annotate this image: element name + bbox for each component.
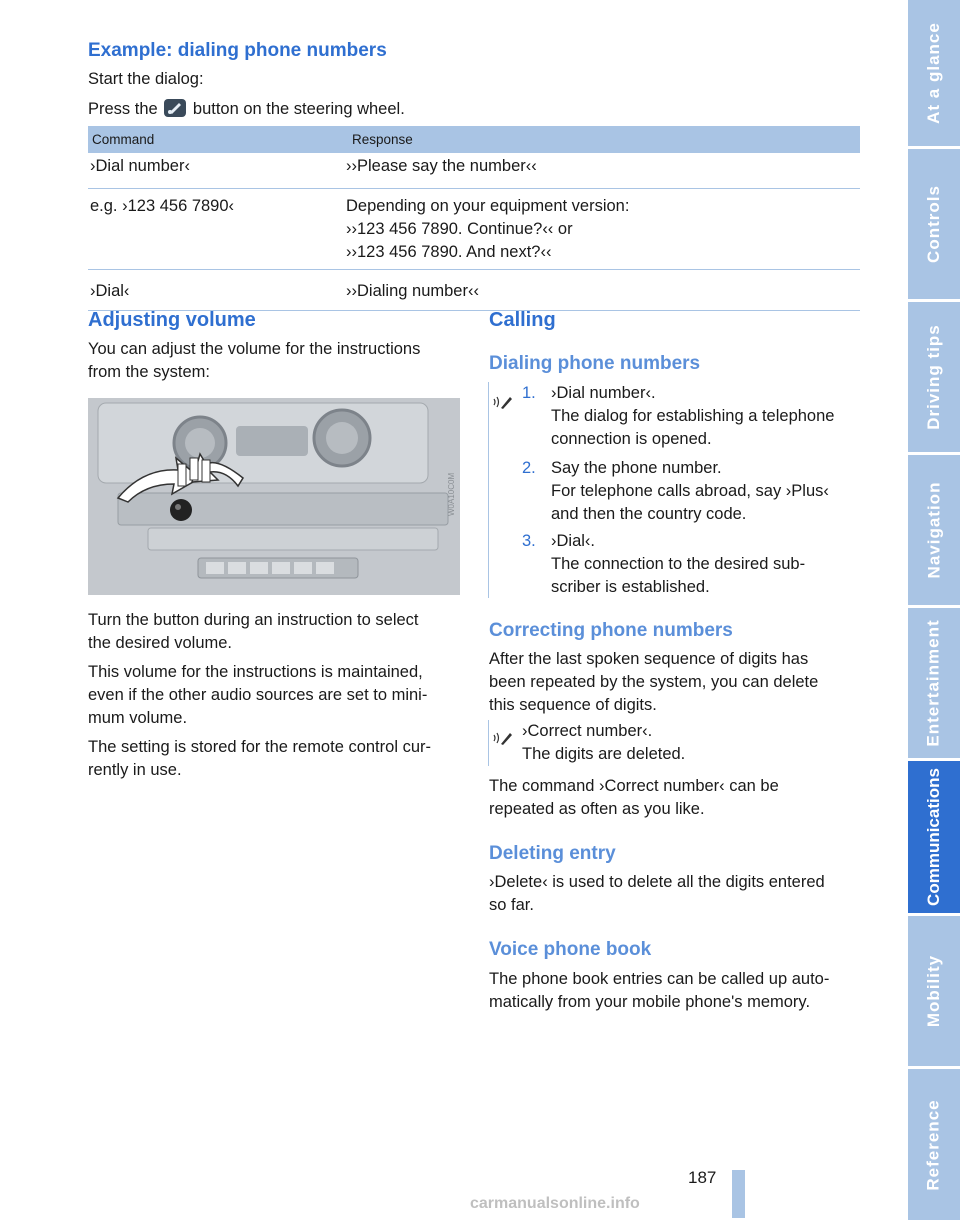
tab-mobility[interactable] (908, 916, 960, 1066)
text-line: been repeated by the system, you can delete (489, 673, 819, 691)
response-cell (346, 280, 479, 310)
response-line: ››Dialing number‹‹ (346, 282, 479, 300)
tab-label: At a glance (924, 22, 944, 124)
press-before: Press the (88, 100, 158, 118)
response-line: ››123 456 7890. Continue?‹‹ or (346, 220, 573, 238)
tab-navigation[interactable] (908, 455, 960, 605)
step-number: 1. (522, 384, 536, 402)
header-command: Command (92, 132, 155, 147)
tab-at-a-glance[interactable] (908, 0, 960, 146)
tab-driving-tips[interactable] (908, 302, 960, 452)
response-line: ››123 456 7890. And next?‹‹ (346, 243, 552, 261)
text-line: After the last spoken sequence of digits has (489, 650, 809, 668)
text-line: The setting is stored for the remote control cur- (88, 738, 431, 756)
step-line: ›Dial number‹. (551, 384, 656, 402)
tab-controls[interactable] (908, 149, 960, 299)
deleting-title: Deleting entry (489, 843, 616, 864)
page-number-bar (732, 1170, 745, 1218)
correct-voice-block (488, 720, 686, 766)
step-number: 3. (522, 532, 536, 550)
text-line: matically from your mobile phone's memory. (489, 993, 811, 1011)
command-cell: ›Dial number‹ (90, 157, 190, 175)
step-line: For telephone calls abroad, say ›Plus‹ (551, 482, 829, 500)
text-line: You can adjust the volume for the instructions (88, 340, 421, 358)
text-line: This volume for the instructions is maintained, (88, 663, 423, 681)
tab-reference[interactable] (908, 1069, 960, 1220)
correcting-title: Correcting phone numbers (489, 620, 733, 641)
correcting-intro (489, 648, 818, 717)
response-line: Depending on your equipment version: (346, 197, 630, 215)
command-cell: ›Dial‹ (90, 282, 130, 300)
response-cell (346, 155, 537, 188)
volume-para3 (88, 736, 431, 782)
table-row (88, 270, 860, 311)
step-line: The dialog for establishing a telephone (551, 407, 835, 425)
response-cell (346, 195, 629, 269)
example-title: Example: dialing phone numbers (88, 40, 387, 61)
text-line: Turn the button during an instruction to select (88, 611, 419, 629)
text-line: even if the other audio sources are set to mini- (88, 686, 428, 704)
text-line: from the system: (88, 363, 210, 381)
deleting-text (489, 871, 825, 917)
phonebook-text (489, 968, 829, 1014)
header-response: Response (352, 132, 413, 147)
text-line: ›Delete‹ is used to delete all the digits entered (489, 873, 825, 891)
step-line: ›Dial‹. (551, 532, 595, 550)
dialing-title: Dialing phone numbers (489, 353, 701, 374)
response-line: ››Please say the number‹‹ (346, 157, 537, 175)
command-cell: e.g. ›123 456 7890‹ (90, 197, 235, 215)
tab-label: Controls (924, 185, 944, 263)
tab-entertainment[interactable] (908, 608, 960, 758)
text-line: so far. (489, 896, 534, 914)
step-line: scriber is established. (551, 578, 710, 596)
tab-label: Mobility (924, 954, 943, 1028)
chapter-tabs (908, 0, 960, 1220)
voice-command-icon (492, 393, 514, 411)
voice-command-icon (492, 729, 514, 747)
correct-voice-text (522, 720, 862, 766)
volume-intro (88, 338, 420, 384)
table-header (88, 126, 860, 153)
text-line: mum volume. (88, 709, 188, 727)
tab-label: Entertainment (924, 619, 944, 747)
phonebook-title: Voice phone book (489, 939, 652, 960)
text-line: this sequence of digits. (489, 696, 657, 714)
adjusting-volume-title: Adjusting volume (88, 309, 256, 331)
watermark: carmanualsonline.info (470, 1195, 640, 1212)
command-response-table (88, 126, 860, 311)
tab-label: Communications (924, 768, 943, 906)
press-after: button on the steering wheel. (192, 100, 405, 118)
dial-step-3 (522, 530, 862, 599)
press-button-text (88, 98, 405, 121)
tab-label: Driving tips (924, 324, 944, 430)
text-line: ›Correct number‹. (522, 722, 653, 740)
dashboard-illustration (88, 398, 460, 595)
calling-title: Calling (489, 309, 556, 331)
text-line: The phone book entries can be called up auto- (489, 970, 830, 988)
step-number: 2. (522, 459, 536, 477)
text-line: the desired volume. (88, 634, 232, 652)
step-line: The connection to the desired sub- (551, 555, 806, 573)
dialing-steps (488, 382, 835, 598)
text-line: repeated as often as you like. (489, 800, 705, 818)
dial-step-1 (522, 382, 862, 451)
text-line: The digits are deleted. (522, 745, 686, 763)
text-line: The command ›Correct number‹ can be (489, 777, 779, 795)
tab-label: Reference (924, 1098, 943, 1191)
correcting-outro (489, 775, 779, 821)
steering-voice-button-icon (164, 99, 186, 117)
table-row (88, 189, 860, 270)
step-line: connection is opened. (551, 430, 712, 448)
photo-code: W0A10C0M (447, 472, 456, 516)
dashboard-control-photo (88, 398, 460, 595)
tab-label: Navigation (924, 481, 943, 579)
tab-communications[interactable] (908, 761, 960, 913)
step-line: and then the country code. (551, 505, 747, 523)
start-dialog-text: Start the dialog: (88, 70, 204, 88)
volume-para2 (88, 661, 427, 730)
step-line: Say the phone number. (551, 459, 722, 477)
page-number: 187 (688, 1168, 717, 1187)
text-line: rently in use. (88, 761, 182, 779)
dial-step-2 (522, 457, 862, 526)
volume-para1 (88, 609, 419, 655)
table-row (88, 153, 860, 189)
